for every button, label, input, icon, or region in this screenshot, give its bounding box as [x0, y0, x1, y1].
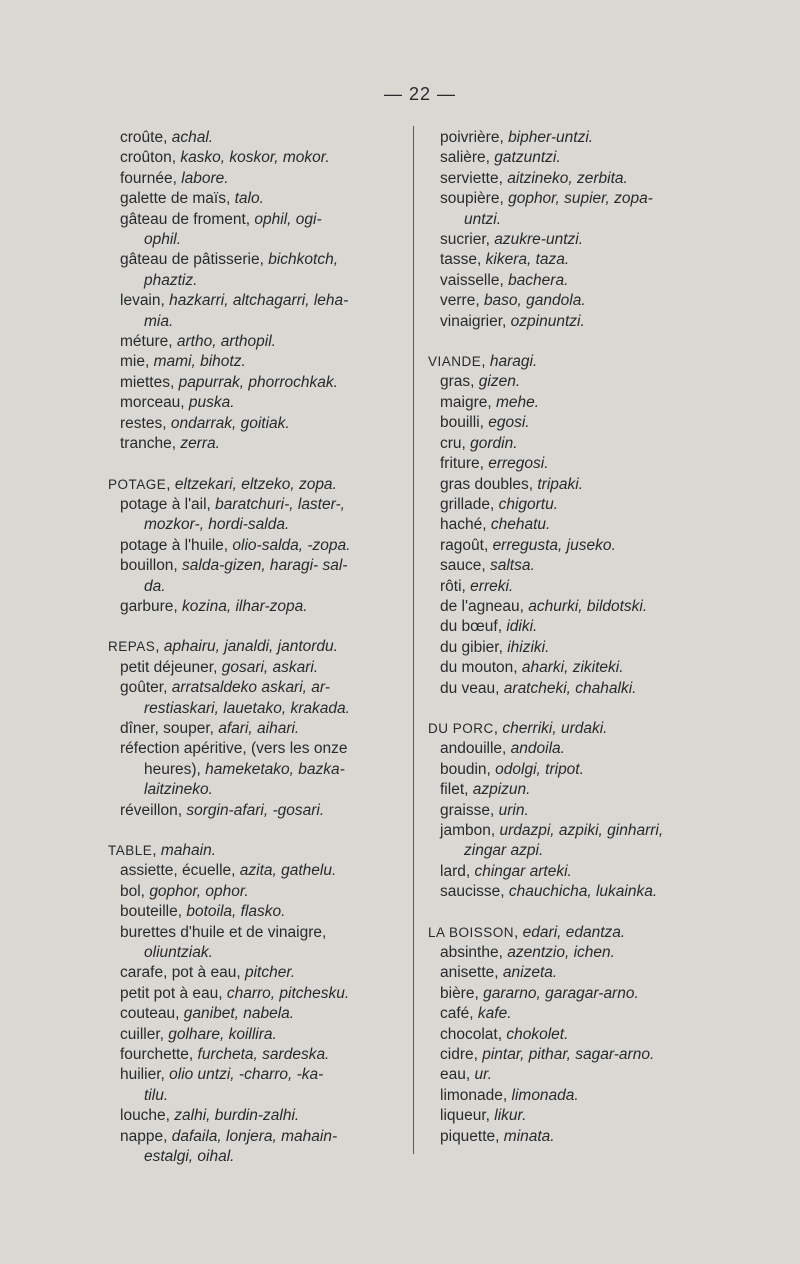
basque-translation: salda-gizen, haragi- sal- — [182, 557, 348, 575]
french-term: liqueur, — [440, 1107, 495, 1125]
basque-translation: zerra. — [180, 435, 220, 453]
french-term: petit pot à eau, — [120, 984, 227, 1002]
dictionary-entry — [428, 984, 746, 1004]
french-term: grillade, — [440, 495, 499, 513]
entry-continuation — [108, 271, 406, 291]
basque-translation: ganibet, nabela. — [183, 1005, 295, 1023]
dictionary-entry — [108, 678, 406, 698]
basque-translation: ondarrak, goitiak. — [170, 414, 290, 432]
section-gap — [428, 332, 746, 352]
french-term: verre, — [440, 292, 484, 310]
entry-continuation — [108, 312, 406, 332]
dictionary-entry — [108, 495, 406, 515]
basque-translation: azita, gathelu. — [239, 862, 337, 880]
separator: , — [152, 842, 161, 859]
dictionary-entry — [108, 1025, 406, 1045]
french-term: saucisse, — [440, 883, 509, 901]
dictionary-entry — [108, 536, 406, 556]
basque-translation: edari, edantza. — [522, 923, 626, 941]
heading-term: LA BOISSON — [428, 924, 515, 940]
separator: , — [155, 638, 164, 656]
dictionary-entry — [108, 414, 406, 434]
french-term: huilier, — [120, 1066, 170, 1084]
dictionary-entry — [428, 862, 746, 882]
french-term: poivrière, — [440, 129, 509, 146]
french-term: rôti, — [440, 577, 471, 595]
separator: , — [166, 475, 175, 493]
entry-continuation — [108, 577, 406, 597]
dictionary-entry — [108, 352, 406, 372]
french-term: gras, — [440, 373, 479, 391]
french-term: du gibier, — [440, 638, 508, 656]
dictionary-entry — [428, 597, 746, 617]
french-term: réfection apéritive, (vers les onze — [120, 740, 348, 758]
french-term: vaisselle, — [440, 271, 509, 289]
dictionary-entry — [428, 617, 746, 637]
french-term: garbure, — [120, 597, 183, 615]
basque-translation: mozkor-, hordi-salda. — [144, 516, 290, 534]
basque-translation: mami, bihotz. — [153, 353, 246, 371]
basque-translation: minata. — [503, 1127, 555, 1145]
basque-translation: achurki, bildotski. — [528, 597, 648, 615]
heading-term: POTAGE — [108, 476, 167, 492]
french-term: soupière, — [440, 190, 509, 208]
dictionary-entry — [428, 169, 746, 189]
entry-continuation — [108, 230, 406, 250]
dictionary-entry — [428, 454, 746, 474]
dictionary-entry — [428, 271, 746, 291]
basque-translation: estalgi, oihal. — [144, 1148, 235, 1166]
section-heading — [108, 637, 406, 657]
basque-translation: eltzekari, eltzeko, zopa. — [174, 475, 337, 493]
french-term: haché, — [440, 516, 491, 534]
section-heading — [108, 475, 406, 495]
french-term: goûter, — [120, 679, 172, 697]
dictionary-entry — [428, 536, 746, 556]
section-gap — [428, 699, 746, 719]
basque-translation: chehatu. — [490, 516, 551, 534]
french-term: bouilli, — [440, 414, 489, 432]
heading-term: DU PORC — [428, 720, 494, 736]
section-gap — [108, 455, 406, 475]
basque-translation: zingar azpi. — [464, 842, 544, 860]
dictionary-entry — [428, 1045, 746, 1065]
dictionary-entry — [108, 210, 406, 230]
dictionary-entry — [108, 556, 406, 576]
basque-translation: furcheta, sardeska. — [197, 1046, 330, 1064]
basque-translation: tilu. — [144, 1086, 169, 1104]
dictionary-entry — [428, 1004, 746, 1024]
basque-translation: talo. — [234, 190, 264, 208]
dictionary-entry — [108, 1065, 406, 1085]
basque-translation: haragi. — [489, 353, 538, 371]
dictionary-entry — [428, 1127, 746, 1147]
dictionary-entry — [428, 1086, 746, 1106]
basque-translation: bachera. — [508, 271, 569, 289]
french-term: nappe, — [120, 1127, 172, 1145]
right-column — [428, 128, 746, 1147]
french-term: bol, — [120, 882, 150, 900]
dictionary-entry — [108, 984, 406, 1004]
french-term: réveillon, — [120, 801, 187, 819]
dictionary-entry — [428, 760, 746, 780]
heading-term: VIANDE — [428, 354, 482, 370]
french-term: miettes, — [120, 373, 179, 391]
french-term: tasse, — [440, 251, 486, 269]
french-term: dîner, souper, — [120, 719, 219, 737]
basque-translation: bipher-untzi. — [508, 129, 594, 146]
basque-translation: anizeta. — [502, 964, 558, 982]
dictionary-entry — [428, 638, 746, 658]
section-heading — [428, 923, 746, 943]
separator: , — [493, 719, 503, 737]
basque-translation: restiaskari, lauetako, krakada. — [144, 699, 350, 717]
french-term: fournée, — [120, 169, 182, 187]
section-gap — [108, 617, 406, 637]
basque-translation: ihiziki. — [507, 638, 550, 656]
basque-translation: kasko, koskor, mokor. — [180, 149, 330, 167]
section-heading — [428, 352, 746, 372]
dictionary-entry — [108, 739, 406, 759]
basque-translation: mia. — [144, 312, 174, 330]
basque-translation: gosari, askari. — [221, 658, 319, 676]
dictionary-entry — [108, 801, 406, 821]
entry-continuation — [428, 210, 746, 230]
basque-translation: hazkarri, altchagarri, leha- — [169, 292, 349, 310]
dictionary-entry — [108, 902, 406, 922]
entry-continuation — [108, 760, 406, 780]
dictionary-entry — [108, 128, 406, 148]
basque-translation: aratcheki, chahalki. — [503, 679, 637, 697]
basque-translation: mehe. — [496, 393, 540, 411]
basque-translation: oliuntziak. — [144, 944, 213, 962]
basque-translation: idiki. — [506, 618, 538, 636]
basque-translation: aitzineko, zerbita. — [507, 169, 628, 187]
dictionary-entry — [428, 312, 746, 332]
basque-translation: labore. — [181, 169, 229, 187]
basque-translation: ophil. — [144, 231, 182, 249]
basque-translation: erregusta, juseko. — [492, 536, 616, 554]
dictionary-entry — [428, 1025, 746, 1045]
basque-translation: cherriki, urdaki. — [502, 719, 608, 737]
dictionary-entry — [108, 861, 406, 881]
french-term: gras doubles, — [440, 475, 538, 493]
basque-translation: likur. — [494, 1107, 527, 1125]
french-term: filet, — [440, 781, 473, 799]
french-term: assiette, écuelle, — [120, 862, 240, 880]
dictionary-entry — [428, 189, 746, 209]
basque-translation: chokolet. — [506, 1025, 569, 1043]
dictionary-entry — [428, 250, 746, 270]
heading-term: REPAS — [108, 639, 156, 655]
french-term: lard, — [440, 862, 475, 880]
basque-translation: urdazpi, azpiki, ginharri, — [499, 822, 664, 839]
french-term: du bœuf, — [440, 618, 507, 636]
dictionary-entry — [108, 658, 406, 678]
section-heading — [428, 719, 746, 739]
dictionary-entry — [428, 393, 746, 413]
entry-continuation — [108, 699, 406, 719]
basque-translation: dafaila, lonjera, mahain- — [171, 1127, 338, 1145]
french-term: ragoût, — [440, 536, 493, 554]
dictionary-entry — [108, 1004, 406, 1024]
section-gap — [108, 821, 406, 841]
basque-translation: achal. — [171, 129, 214, 146]
page-number: — 22 — — [383, 84, 457, 104]
dictionary-entry — [428, 1065, 746, 1085]
dictionary-entry — [108, 291, 406, 311]
basque-translation: aphairu, janaldi, jantordu. — [163, 638, 338, 656]
dictionary-entry — [428, 882, 746, 902]
basque-translation: azentzio, ichen. — [507, 944, 615, 962]
basque-translation: zalhi, burdin-zalhi. — [174, 1107, 300, 1125]
dictionary-entry — [428, 943, 746, 963]
dictionary-entry — [108, 1127, 406, 1147]
french-term: du veau, — [440, 679, 504, 697]
dictionary-entry — [108, 1045, 406, 1065]
basque-translation: ur. — [474, 1066, 492, 1084]
basque-translation: baso, gandola. — [483, 292, 586, 310]
french-term: boudin, — [440, 760, 496, 778]
french-term: anisette, — [440, 964, 503, 982]
dictionary-entry — [428, 739, 746, 759]
column-divider — [413, 126, 414, 1154]
dictionary-entry — [428, 128, 746, 148]
dictionary-entry — [108, 169, 406, 189]
basque-translation: ozpinuntzi. — [510, 312, 585, 330]
french-term: petit déjeuner, — [120, 658, 222, 676]
entry-continuation — [428, 841, 746, 861]
french-term: maigre, — [440, 393, 496, 411]
french-term: levain, — [120, 292, 170, 310]
heading-term: TABLE — [108, 843, 153, 858]
basque-translation: azpizun. — [472, 781, 531, 799]
basque-translation: chingar arteki. — [474, 862, 572, 880]
basque-translation: andoila. — [510, 740, 565, 758]
dictionary-entry — [428, 495, 746, 515]
dictionary-entry — [108, 882, 406, 902]
basque-translation: gordin. — [470, 434, 518, 452]
french-term: cidre, — [440, 1046, 483, 1064]
french-term: tranche, — [120, 435, 181, 453]
basque-translation: odolgi, tripot. — [495, 760, 584, 778]
basque-translation: botoila, flasko. — [186, 903, 286, 921]
basque-translation: chauchicha, lukainka. — [508, 883, 658, 901]
left-column — [108, 128, 406, 1168]
basque-translation: gophor, supier, zopa- — [508, 190, 653, 208]
basque-translation: saltsa. — [489, 557, 535, 575]
separator: , — [481, 353, 490, 371]
french-term: friture, — [440, 455, 489, 473]
french-term: limonade, — [440, 1086, 512, 1104]
basque-translation: artho, arthopil. — [176, 333, 276, 351]
basque-translation: gizen. — [478, 373, 521, 391]
basque-translation: da. — [144, 577, 166, 595]
french-term: eau, — [440, 1066, 475, 1084]
french-term: absinthe, — [440, 944, 508, 962]
french-term: potage à l'ail, — [120, 495, 216, 513]
french-term: sauce, — [440, 557, 490, 575]
basque-translation: golhare, koillira. — [168, 1025, 277, 1043]
basque-translation: phaztiz. — [144, 271, 198, 289]
french-term: bouillon, — [120, 557, 183, 575]
french-term: gâteau de froment, — [120, 210, 255, 228]
section-gap — [428, 903, 746, 923]
french-term: bière, — [440, 984, 484, 1002]
french-term: mie, — [120, 353, 154, 371]
french-term: de l'agneau, — [440, 597, 529, 615]
dictionary-entry — [108, 719, 406, 739]
dictionary-entry — [428, 577, 746, 597]
separator: , — [514, 923, 523, 941]
french-term: couteau, — [120, 1005, 184, 1023]
dictionary-entry — [428, 801, 746, 821]
basque-translation: pintar, pithar, sagar-arno. — [482, 1046, 655, 1064]
french-term: graisse, — [440, 801, 499, 819]
basque-translation: laitzineko. — [144, 781, 213, 799]
dictionary-entry — [428, 230, 746, 250]
dictionary-entry — [108, 597, 406, 617]
french-term: fourchette, — [120, 1046, 198, 1064]
french-term: vinaigrier, — [440, 312, 511, 330]
basque-translation: charro, pitchesku. — [226, 984, 350, 1002]
basque-translation: papurrak, phorrochkak. — [178, 373, 338, 391]
basque-translation: gophor, ophor. — [149, 882, 249, 900]
basque-translation: hameketako, bazka- — [205, 760, 345, 778]
french-term: salière, — [440, 149, 495, 167]
section-heading — [108, 841, 406, 861]
basque-translation: urin. — [498, 801, 529, 819]
basque-translation: bichkotch, — [268, 251, 339, 269]
dictionary-entry — [428, 963, 746, 983]
dictionary-entry — [108, 963, 406, 983]
entry-continuation — [108, 943, 406, 963]
dictionary-entry — [428, 291, 746, 311]
basque-translation: baratchuri-, laster-, — [215, 495, 345, 513]
basque-translation: aharki, zikiteki. — [521, 659, 624, 677]
dictionary-entry — [428, 1106, 746, 1126]
french-term: croûte, — [120, 129, 172, 146]
french-term: cru, — [440, 434, 471, 452]
basque-translation: mahain. — [160, 842, 217, 859]
french-term: gâteau de pâtisserie, — [120, 251, 269, 269]
dictionary-entry — [428, 475, 746, 495]
french-term: serviette, — [440, 169, 508, 187]
entry-continuation — [108, 515, 406, 535]
basque-translation: kikera, taza. — [485, 251, 570, 269]
dictionary-entry — [428, 434, 746, 454]
entry-continuation — [108, 1086, 406, 1106]
french-term: sucrier, — [440, 231, 495, 249]
dictionary-entry — [428, 413, 746, 433]
dictionary-entry — [428, 821, 746, 841]
basque-translation: untzi. — [464, 210, 502, 228]
french-term: morceau, — [120, 394, 189, 412]
french-term: carafe, pot à eau, — [120, 964, 245, 982]
basque-translation: kafe. — [477, 1005, 512, 1023]
basque-translation: gatzuntzi. — [494, 149, 561, 167]
french-term: bouteille, — [120, 903, 187, 921]
dictionary-entry — [428, 515, 746, 535]
dictionary-entry — [428, 372, 746, 392]
french-term: du mouton, — [440, 659, 522, 677]
dictionary-entry — [108, 189, 406, 209]
french-term: méture, — [120, 333, 177, 351]
french-term: louche, — [120, 1107, 175, 1125]
dictionary-entry — [428, 658, 746, 678]
french-term: café, — [440, 1005, 478, 1023]
french-term: chocolat, — [440, 1025, 507, 1043]
basque-translation: afari, aihari. — [218, 719, 300, 737]
basque-translation: pitcher. — [244, 964, 296, 982]
basque-translation: kozina, ilhar-zopa. — [182, 597, 308, 615]
basque-translation: ophil, ogi- — [254, 210, 322, 228]
basque-translation: gararno, garagar-arno. — [483, 984, 639, 1002]
basque-translation: puska. — [188, 394, 235, 412]
basque-translation: erregosi. — [488, 455, 549, 473]
basque-translation: azukre-untzi. — [494, 231, 583, 249]
entry-continuation — [108, 780, 406, 800]
basque-translation: tripaki. — [537, 475, 584, 493]
basque-translation: sorgin-afari, -gosari. — [186, 801, 325, 819]
french-term: croûton, — [120, 149, 181, 167]
french-term: jambon, — [440, 822, 500, 839]
french-term: andouille, — [440, 740, 511, 758]
dictionary-entry — [108, 434, 406, 454]
dictionary-entry — [108, 923, 406, 943]
dictionary-entry — [108, 148, 406, 168]
french-term: cuiller, — [120, 1025, 169, 1043]
dictionary-entry — [108, 1106, 406, 1126]
dictionary-entry — [428, 148, 746, 168]
french-term: piquette, — [440, 1127, 504, 1145]
french-term: burettes d'huile et de vinaigre, — [120, 923, 327, 941]
french-term: galette de maïs, — [120, 190, 235, 208]
entry-continuation — [108, 1147, 406, 1167]
french-term: restes, — [120, 414, 171, 432]
dictionary-entry — [108, 393, 406, 413]
basque-translation: limonada. — [511, 1086, 579, 1104]
french-term: heures), — [144, 760, 206, 778]
dictionary-entry — [108, 373, 406, 393]
basque-translation: egosi. — [488, 414, 530, 432]
basque-translation: olio-salda, -zopa. — [232, 536, 351, 554]
dictionary-entry — [108, 332, 406, 352]
basque-translation: chigortu. — [498, 495, 559, 513]
basque-translation: erreki. — [470, 577, 514, 595]
basque-translation: olio untzi, -charro, -ka- — [169, 1066, 324, 1084]
dictionary-entry — [428, 780, 746, 800]
basque-translation: arratsaldeko askari, ar- — [171, 679, 330, 697]
dictionary-entry — [108, 250, 406, 270]
french-term: potage à l'huile, — [120, 536, 233, 554]
dictionary-entry — [428, 679, 746, 699]
dictionary-entry — [428, 556, 746, 576]
